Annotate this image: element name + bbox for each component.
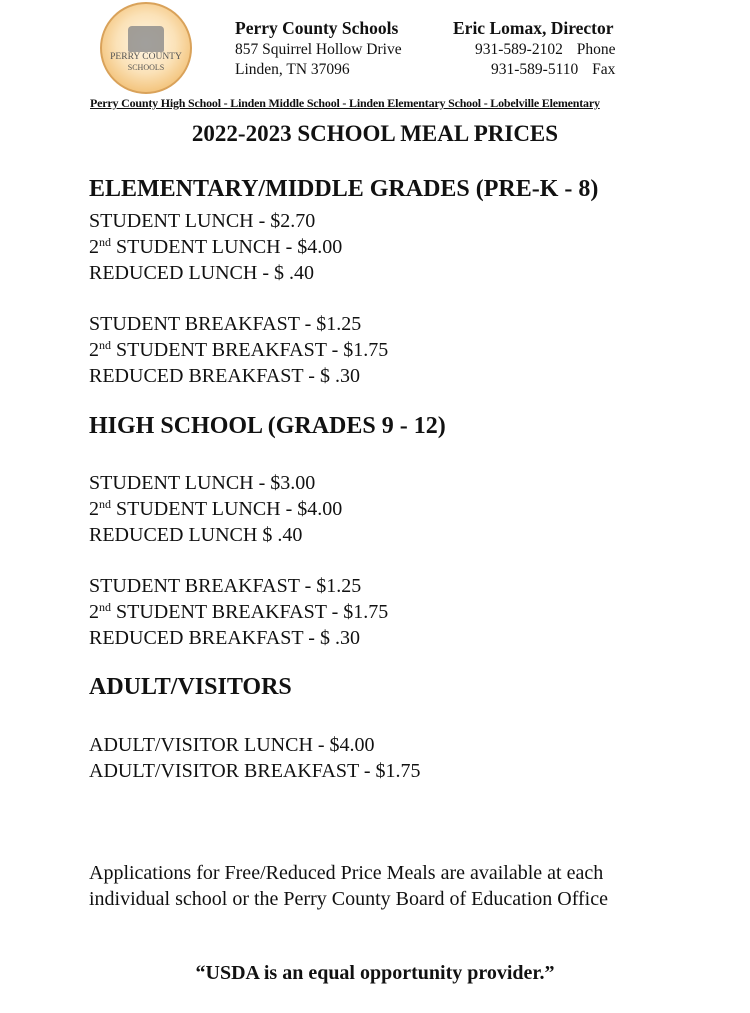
- price-text: REDUCED BREAKFAST - $ .30: [89, 365, 360, 387]
- price-text: STUDENT BREAKFAST - $1.75: [111, 339, 389, 361]
- price-text: ADULT/VISITOR BREAKFAST - $1.75: [89, 760, 421, 782]
- phone-label: Phone: [576, 41, 616, 58]
- price-text: REDUCED BREAKFAST - $ .30: [89, 627, 360, 649]
- director-contact: [453, 18, 628, 80]
- perry-county-schools-logo: [100, 2, 192, 94]
- price-text: REDUCED LUNCH $ .40: [89, 524, 303, 546]
- section-heading: HIGH SCHOOL (GRADES 9 - 12): [89, 413, 446, 439]
- logo-text: PERRY COUNTY: [110, 52, 182, 62]
- price-line: [89, 573, 361, 599]
- pillar-icon: [128, 26, 164, 52]
- price-text: 2: [89, 339, 99, 361]
- director-name: Eric Lomax, Director: [453, 18, 614, 38]
- ordinal-suffix: nd: [99, 235, 111, 249]
- price-line: [89, 496, 342, 522]
- price-line: [89, 522, 302, 548]
- fax-label: Fax: [592, 61, 616, 78]
- price-text: STUDENT LUNCH - $4.00: [111, 498, 343, 520]
- address-line1: 857 Squirrel Hollow Drive: [235, 41, 402, 58]
- price-line: [89, 758, 421, 784]
- section-heading: ELEMENTARY/MIDDLE GRADES (PRE-K - 8): [89, 176, 599, 202]
- usda-statement: “USDA is an equal opportunity provider.”: [195, 962, 555, 984]
- fax-number: 931-589-5110: [491, 61, 579, 78]
- address-line2: Linden, TN 37096: [235, 61, 350, 78]
- price-line: [89, 470, 315, 496]
- schools-list: Perry County High School - Linden Middle School - Linden Elementary School - Lobelville Elementary: [90, 96, 600, 110]
- price-text: STUDENT BREAKFAST - $1.25: [89, 313, 362, 335]
- price-text: STUDENT LUNCH - $4.00: [111, 236, 343, 258]
- price-text: 2: [89, 498, 99, 520]
- price-line: [89, 625, 360, 651]
- price-line: [89, 311, 361, 337]
- price-text: 2: [89, 236, 99, 258]
- price-line: [89, 260, 314, 286]
- ordinal-suffix: nd: [99, 600, 111, 614]
- price-line: [89, 234, 342, 260]
- logo-subtext: SCHOOLS: [127, 63, 165, 72]
- price-text: STUDENT LUNCH - $2.70: [89, 210, 316, 232]
- price-text: 2: [89, 601, 99, 623]
- price-line: [89, 337, 388, 363]
- section-heading: ADULT/VISITORS: [89, 674, 292, 700]
- ordinal-suffix: nd: [99, 338, 111, 352]
- price-line: [89, 599, 388, 625]
- price-text: REDUCED LUNCH - $ .40: [89, 262, 314, 284]
- price-text: STUDENT BREAKFAST - $1.25: [89, 575, 362, 597]
- price-line: [89, 363, 360, 389]
- price-text: STUDENT LUNCH - $3.00: [89, 472, 316, 494]
- price-line: [89, 732, 375, 758]
- org-address: [235, 18, 402, 80]
- price-line: [89, 208, 315, 234]
- ordinal-suffix: nd: [99, 497, 111, 511]
- phone-number: 931-589-2102: [475, 41, 563, 58]
- price-text: STUDENT BREAKFAST - $1.75: [111, 601, 389, 623]
- applications-note: Applications for Free/Reduced Price Meals are available at each individual school or the Perry County Board of Education Office: [89, 862, 608, 910]
- price-text: ADULT/VISITOR LUNCH - $4.00: [89, 734, 375, 756]
- page-title: 2022-2023 SCHOOL MEAL PRICES: [191, 121, 559, 146]
- org-name: Perry County Schools: [235, 18, 399, 38]
